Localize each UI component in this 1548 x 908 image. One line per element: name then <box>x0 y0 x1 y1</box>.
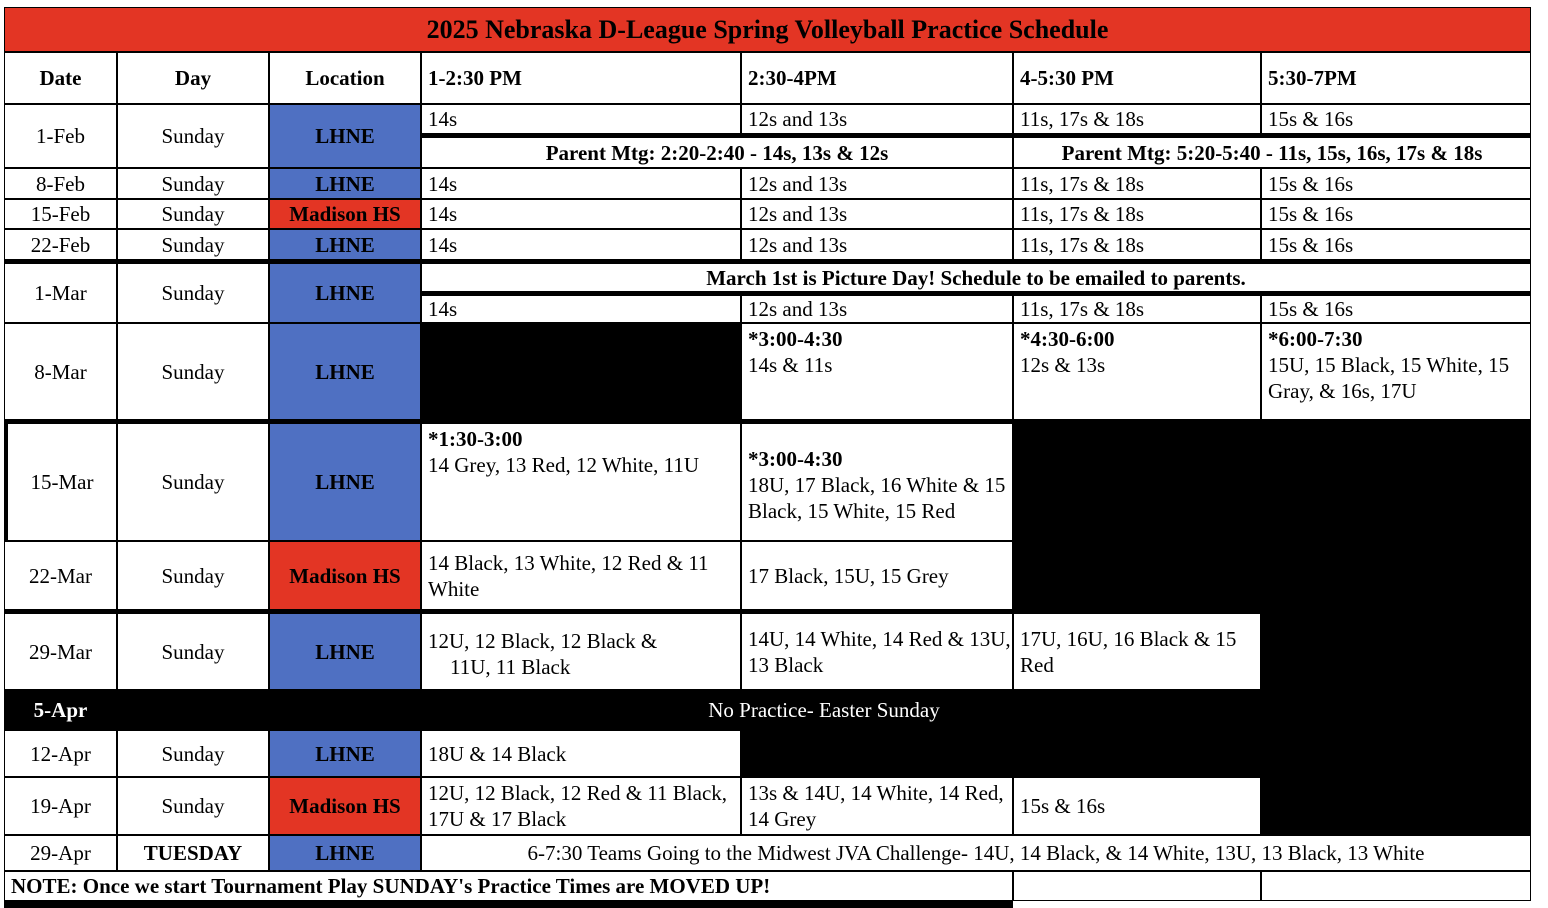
slot-cell: 11s, 17s & 18s <box>1013 229 1261 260</box>
slot-time: *3:00-4:30 <box>748 447 843 471</box>
parent-meeting-note: Parent Mtg: 2:20-2:40 - 14s, 13s & 12s <box>421 134 1013 168</box>
slot-teams: 15U, 15 Black, 15 White, 15 Gray, & 16s, 17U <box>1268 353 1510 403</box>
empty-cell <box>1013 871 1261 901</box>
slot-cell: 17U, 16U, 16 Black & 15 Red <box>1013 610 1261 690</box>
slot-cell: 12s and 13s <box>741 104 1013 134</box>
slot-time: *4:30-6:00 <box>1020 327 1115 351</box>
slot-teams: 14s & 11s <box>748 353 833 377</box>
day-cell: Sunday <box>117 323 269 420</box>
slot-cell: 12s and 13s <box>741 229 1013 260</box>
slot-time: *3:00-4:30 <box>748 327 843 351</box>
date-cell: 1-Feb <box>4 104 117 168</box>
slot-cell <box>1013 323 1261 420</box>
tournament-note: 6-7:30 Teams Going to the Midwest JVA Challenge- 14U, 14 Black, & 14 White, 13U, 13 Black, 13 White <box>421 835 1531 871</box>
date-cell: 8-Feb <box>4 168 117 199</box>
header-date: Date <box>4 52 117 104</box>
location-cell: LHNE <box>269 420 421 541</box>
empty-cell <box>1261 871 1531 901</box>
day-cell: Sunday <box>117 260 269 323</box>
slot-cell <box>1261 323 1531 420</box>
slot-cell <box>741 323 1013 420</box>
slot-cell: 15s & 16s <box>1261 199 1531 229</box>
location-cell: LHNE <box>269 835 421 871</box>
slot-cell: 11s, 17s & 18s <box>1013 104 1261 134</box>
slot-cell <box>421 420 741 541</box>
picture-day-banner: March 1st is Picture Day! Schedule to be emailed to parents. <box>421 260 1531 292</box>
location-cell: LHNE <box>269 610 421 690</box>
location-cell: LHNE <box>269 104 421 168</box>
day-cell: Sunday <box>117 229 269 260</box>
parent-meeting-note: Parent Mtg: 5:20-5:40 - 11s, 15s, 16s, 17s & 18s <box>1013 134 1531 168</box>
date-cell: 8-Mar <box>4 323 117 420</box>
day-cell: Sunday <box>117 420 269 541</box>
slot-cell: 12s and 13s <box>741 168 1013 199</box>
header-slot-1: 1-2:30 PM <box>421 52 741 104</box>
slot-cell: 11s, 17s & 18s <box>1013 199 1261 229</box>
slot-cell: 14s <box>421 292 741 323</box>
slot-cell: 11s, 17s & 18s <box>1013 292 1261 323</box>
bottom-rule <box>4 901 1013 908</box>
date-cell: 29-Apr <box>4 835 117 871</box>
slot-cell: 14s <box>421 229 741 260</box>
slot-teams: 11U, 11 Black <box>450 655 571 679</box>
day-cell: Sunday <box>117 199 269 229</box>
slot-teams: 18U, 17 Black, 16 White & 15 Black, 15 White, 15 Red <box>748 473 1006 523</box>
location-cell: Madison HS <box>269 199 421 229</box>
page-title: 2025 Nebraska D-League Spring Volleyball Practice Schedule <box>4 7 1531 52</box>
slot-cell: 15s & 16s <box>1261 229 1531 260</box>
slot-teams: 12U, 12 Black, 12 Black & <box>428 629 658 653</box>
header-slot-2: 2:30-4PM <box>741 52 1013 104</box>
date-cell: 15-Feb <box>4 199 117 229</box>
slot-teams: 14 Grey, 13 Red, 12 White, 11U <box>428 453 700 477</box>
blocked-cell <box>741 730 1531 777</box>
header-day: Day <box>117 52 269 104</box>
location-cell: LHNE <box>269 260 421 323</box>
location-cell: Madison HS <box>269 777 421 835</box>
day-cell: TUESDAY <box>117 835 269 871</box>
blocked-cell <box>1261 610 1531 690</box>
date-cell: 5-Apr <box>33 698 88 722</box>
slot-cell: 12s and 13s <box>741 292 1013 323</box>
slot-cell: 14s <box>421 168 741 199</box>
slot-cell: 15s & 16s <box>1261 168 1531 199</box>
slot-time: *1:30-3:00 <box>428 427 523 451</box>
blocked-cell <box>1013 420 1531 610</box>
location-cell: LHNE <box>269 730 421 777</box>
no-practice-note: No Practice- Easter Sunday <box>708 698 940 722</box>
day-cell: Sunday <box>117 104 269 168</box>
slot-cell: 14U, 14 White, 14 Red & 13U, 13 Black <box>741 610 1013 690</box>
slot-cell: 14s <box>421 104 741 134</box>
header-location: Location <box>269 52 421 104</box>
slot-cell: 12s and 13s <box>741 199 1013 229</box>
day-cell: Sunday <box>117 730 269 777</box>
slot-cell: 15s & 16s <box>1261 292 1531 323</box>
date-cell: 22-Feb <box>4 229 117 260</box>
slot-cell: 15s & 16s <box>1013 777 1261 835</box>
day-cell: Sunday <box>117 610 269 690</box>
date-cell: 19-Apr <box>4 777 117 835</box>
date-cell: 29-Mar <box>4 610 117 690</box>
blocked-cell <box>1261 777 1531 835</box>
date-cell: 22-Mar <box>4 541 117 610</box>
slot-time: *6:00-7:30 <box>1268 327 1363 351</box>
date-cell: 1-Mar <box>4 260 117 323</box>
slot-cell: 11s, 17s & 18s <box>1013 168 1261 199</box>
blocked-cell <box>421 323 741 420</box>
slot-cell: 13s & 14U, 14 White, 14 Red, 14 Grey <box>741 777 1013 835</box>
slot-teams: 12s & 13s <box>1020 353 1106 377</box>
date-cell: 12-Apr <box>4 730 117 777</box>
slot-cell: 18U & 14 Black <box>421 730 741 777</box>
location-cell: LHNE <box>269 323 421 420</box>
slot-cell: 15s & 16s <box>1261 104 1531 134</box>
header-slot-3: 4-5:30 PM <box>1013 52 1261 104</box>
slot-cell <box>421 610 741 690</box>
location-cell: LHNE <box>269 168 421 199</box>
slot-cell: 14s <box>421 199 741 229</box>
slot-cell: 17 Black, 15U, 15 Grey <box>741 541 1013 610</box>
slot-cell: 14 Black, 13 White, 12 Red & 11 White <box>421 541 741 610</box>
header-slot-4: 5:30-7PM <box>1261 52 1531 104</box>
location-cell: Madison HS <box>269 541 421 610</box>
slot-cell: 12U, 12 Black, 12 Red & 11 Black, 17U & 17 Black <box>421 777 741 835</box>
footnote: NOTE: Once we start Tournament Play SUNDAY's Practice Times are MOVED UP! <box>4 871 1013 901</box>
day-cell: Sunday <box>117 168 269 199</box>
location-cell: LHNE <box>269 229 421 260</box>
day-cell: Sunday <box>117 541 269 610</box>
day-cell: Sunday <box>117 777 269 835</box>
date-cell: 15-Mar <box>4 420 117 541</box>
slot-cell <box>741 420 1013 541</box>
